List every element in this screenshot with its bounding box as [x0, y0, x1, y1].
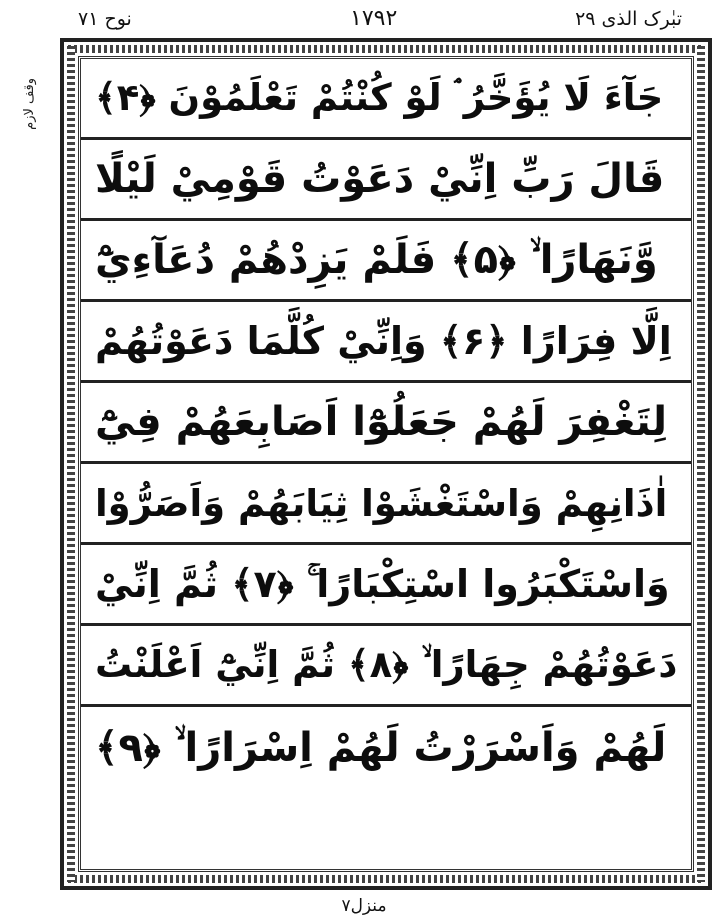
page-header [0, 6, 728, 36]
margin-note: وقف لازم [22, 78, 37, 130]
verse-line [81, 707, 691, 788]
border-ornament-right [697, 46, 705, 882]
verse-text: اٰذَانِهِمْ وَاسْتَغْشَوْا ثِيَابَهُمْ وَاَصَرُّوْا [95, 481, 668, 525]
verse-text: قَالَ رَبِّ اِنِّيْ دَعَوْتُ قَوْمِيْ لَيْلًا [95, 156, 665, 202]
verse-line [81, 59, 691, 140]
juz-name: تبٰرک الذی ۲۹ [575, 8, 682, 30]
verse-text: اِلَّا فِرَارًا ﴿۶﴾ وَاِنِّيْ كُلَّمَا دَعَوْتُهُمْ [95, 319, 672, 363]
verse-text: دَعَوْتُهُمْ جِهَارًا ۙ ﴿۸﴾ ثُمَّ اِنِّيْٓ اَعْلَنْتُ [95, 643, 678, 686]
border-ornament-bottom [68, 875, 704, 883]
verse-text: جَآءَ لَا يُؤَخَّرُ ۘ لَوْ كُنْتُمْ تَعْلَمُوْنَ ﴿۴﴾ [95, 76, 664, 119]
surah-name: نوح ۷۱ [78, 8, 132, 30]
verse-lines [81, 59, 691, 869]
verse-line [81, 221, 691, 302]
border-ornament-top [68, 45, 704, 53]
verse-line [81, 626, 691, 707]
manzil-footer: منزل۷ [341, 896, 387, 916]
verse-text: لَهُمْ وَاَسْرَرْتُ لَهُمْ اِسْرَارًا ۙ ﴿۹﴾ [95, 724, 667, 771]
border-ornament-left [67, 46, 75, 882]
verse-line [81, 464, 691, 545]
verse-text: لِتَغْفِرَ لَهُمْ جَعَلُوْٓا اَصَابِعَهُمْ فِيْٓ [95, 399, 668, 445]
page-frame [60, 38, 712, 890]
verse-line [81, 545, 691, 626]
verse-line [81, 140, 691, 221]
verse-line [81, 383, 691, 464]
verse-line [81, 302, 691, 383]
verse-text: وَّنَهَارًا ۙ ﴿۵﴾ فَلَمْ يَزِدْهُمْ دُعَآءِيْٓ [95, 237, 658, 283]
verse-text: وَاسْتَكْبَرُوا اسْتِكْبَارًا ۚ ﴿۷﴾ ثُمَّ اِنِّيْ [95, 561, 670, 606]
text-area [78, 56, 694, 872]
page-number: ۱۷۹۲ [350, 6, 398, 31]
